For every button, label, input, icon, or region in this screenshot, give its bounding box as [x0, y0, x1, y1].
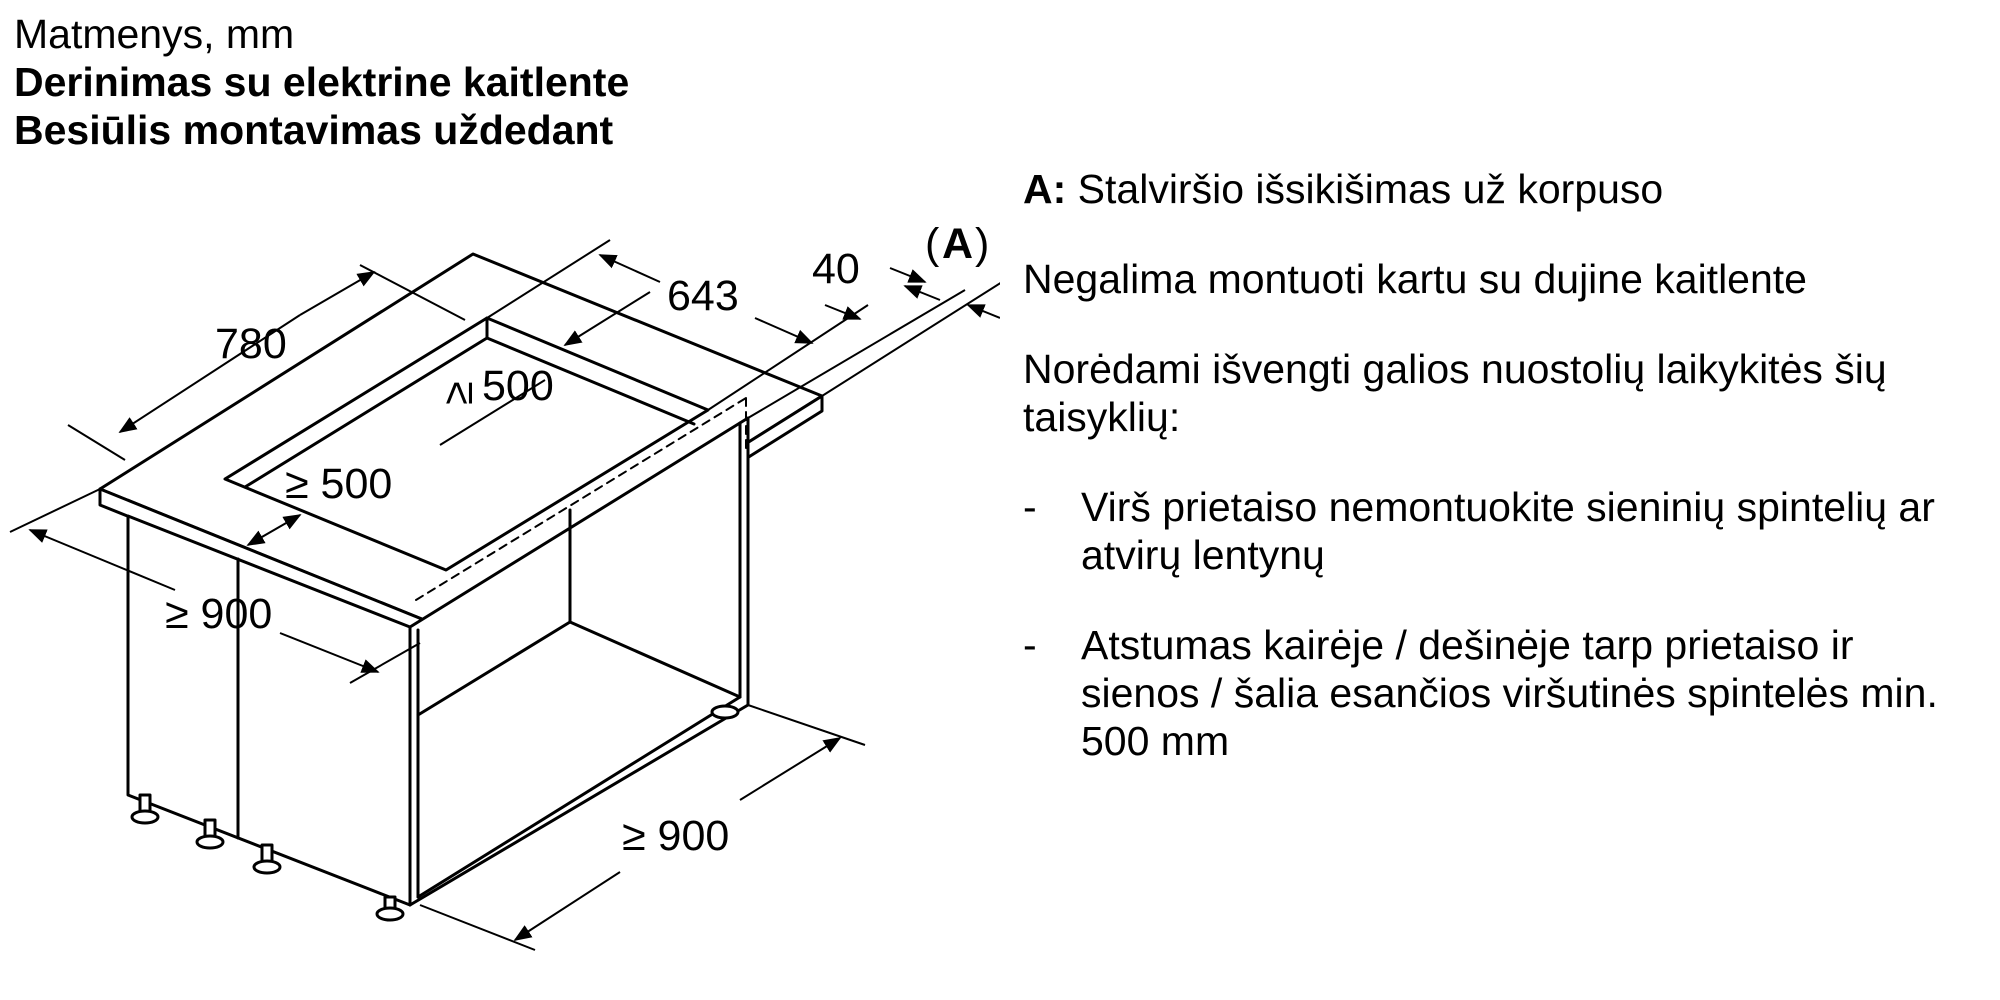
- dim-label-500-back-prefix: ≥: [434, 381, 482, 405]
- note-a: [1023, 165, 1983, 213]
- dim-label-40: 40: [812, 245, 860, 293]
- title-units: Matmenys, mm: [14, 11, 295, 57]
- dim-line-900w-b: [740, 738, 840, 800]
- note-a-label: A:: [1023, 166, 1067, 212]
- dim-label-900-height: ≥ 900: [165, 590, 273, 638]
- dim-line-40-b: [905, 286, 940, 300]
- dim-line-40-a: [825, 305, 860, 319]
- installation-notes: [1023, 165, 1983, 807]
- dim-line-900w-a: [515, 872, 620, 940]
- ext-line-A: [748, 290, 965, 418]
- list-item: [1023, 483, 1983, 579]
- bullet-text: Virš prietaiso nemontuokite sieninių spintelių ar atvirų lentynų: [1081, 484, 1935, 578]
- note-gas-warning: Negalima montuoti kartu su dujine kaitlente: [1023, 256, 1807, 302]
- dim-line-A-a: [890, 268, 925, 282]
- dim-line-643-c: [755, 318, 812, 343]
- title-installation: Besiūlis montavimas uždedant: [14, 107, 614, 153]
- dim-line-780-b: [300, 272, 374, 315]
- dim-line-643-b: [600, 255, 660, 282]
- dim-line-A-b: [968, 305, 1000, 318]
- dim-label-643: 643: [667, 272, 739, 320]
- dim-label-A-close: ): [975, 220, 990, 268]
- dim-label-A-open: (: [925, 220, 940, 268]
- ext-line-780-a: [68, 425, 125, 460]
- dim-label-A: A: [942, 220, 974, 268]
- ext-line-900w-b: [420, 905, 535, 950]
- bullet-dash: -: [1023, 622, 1037, 668]
- list-item: [1023, 621, 1983, 765]
- ext-line-900w-a: [748, 705, 865, 745]
- dim-label-500-front: ≥ 500: [285, 460, 393, 508]
- bullet-dash: -: [1023, 484, 1037, 530]
- ext-line-40: [822, 277, 1000, 396]
- note-a-text: Stalviršio išsikišimas už korpuso: [1077, 166, 1664, 212]
- ext-line-900h: [10, 489, 100, 532]
- title-combination: Derinimas su elektrine kaitlente: [14, 59, 630, 105]
- bullet-text: Atstumas kairėje / dešinėje tarp prietaiso ir sienos / šalia esančios viršutinės spintelės min. 500 mm: [1081, 622, 1938, 764]
- dim-label-780: 780: [215, 320, 287, 368]
- note-intro: Norėdami išvengti galios nuostolių laikykitės šių taisyklių:: [1023, 346, 1887, 440]
- dim-label-900-width: ≥ 900: [622, 812, 730, 860]
- dim-label-500-back: 500: [482, 362, 554, 410]
